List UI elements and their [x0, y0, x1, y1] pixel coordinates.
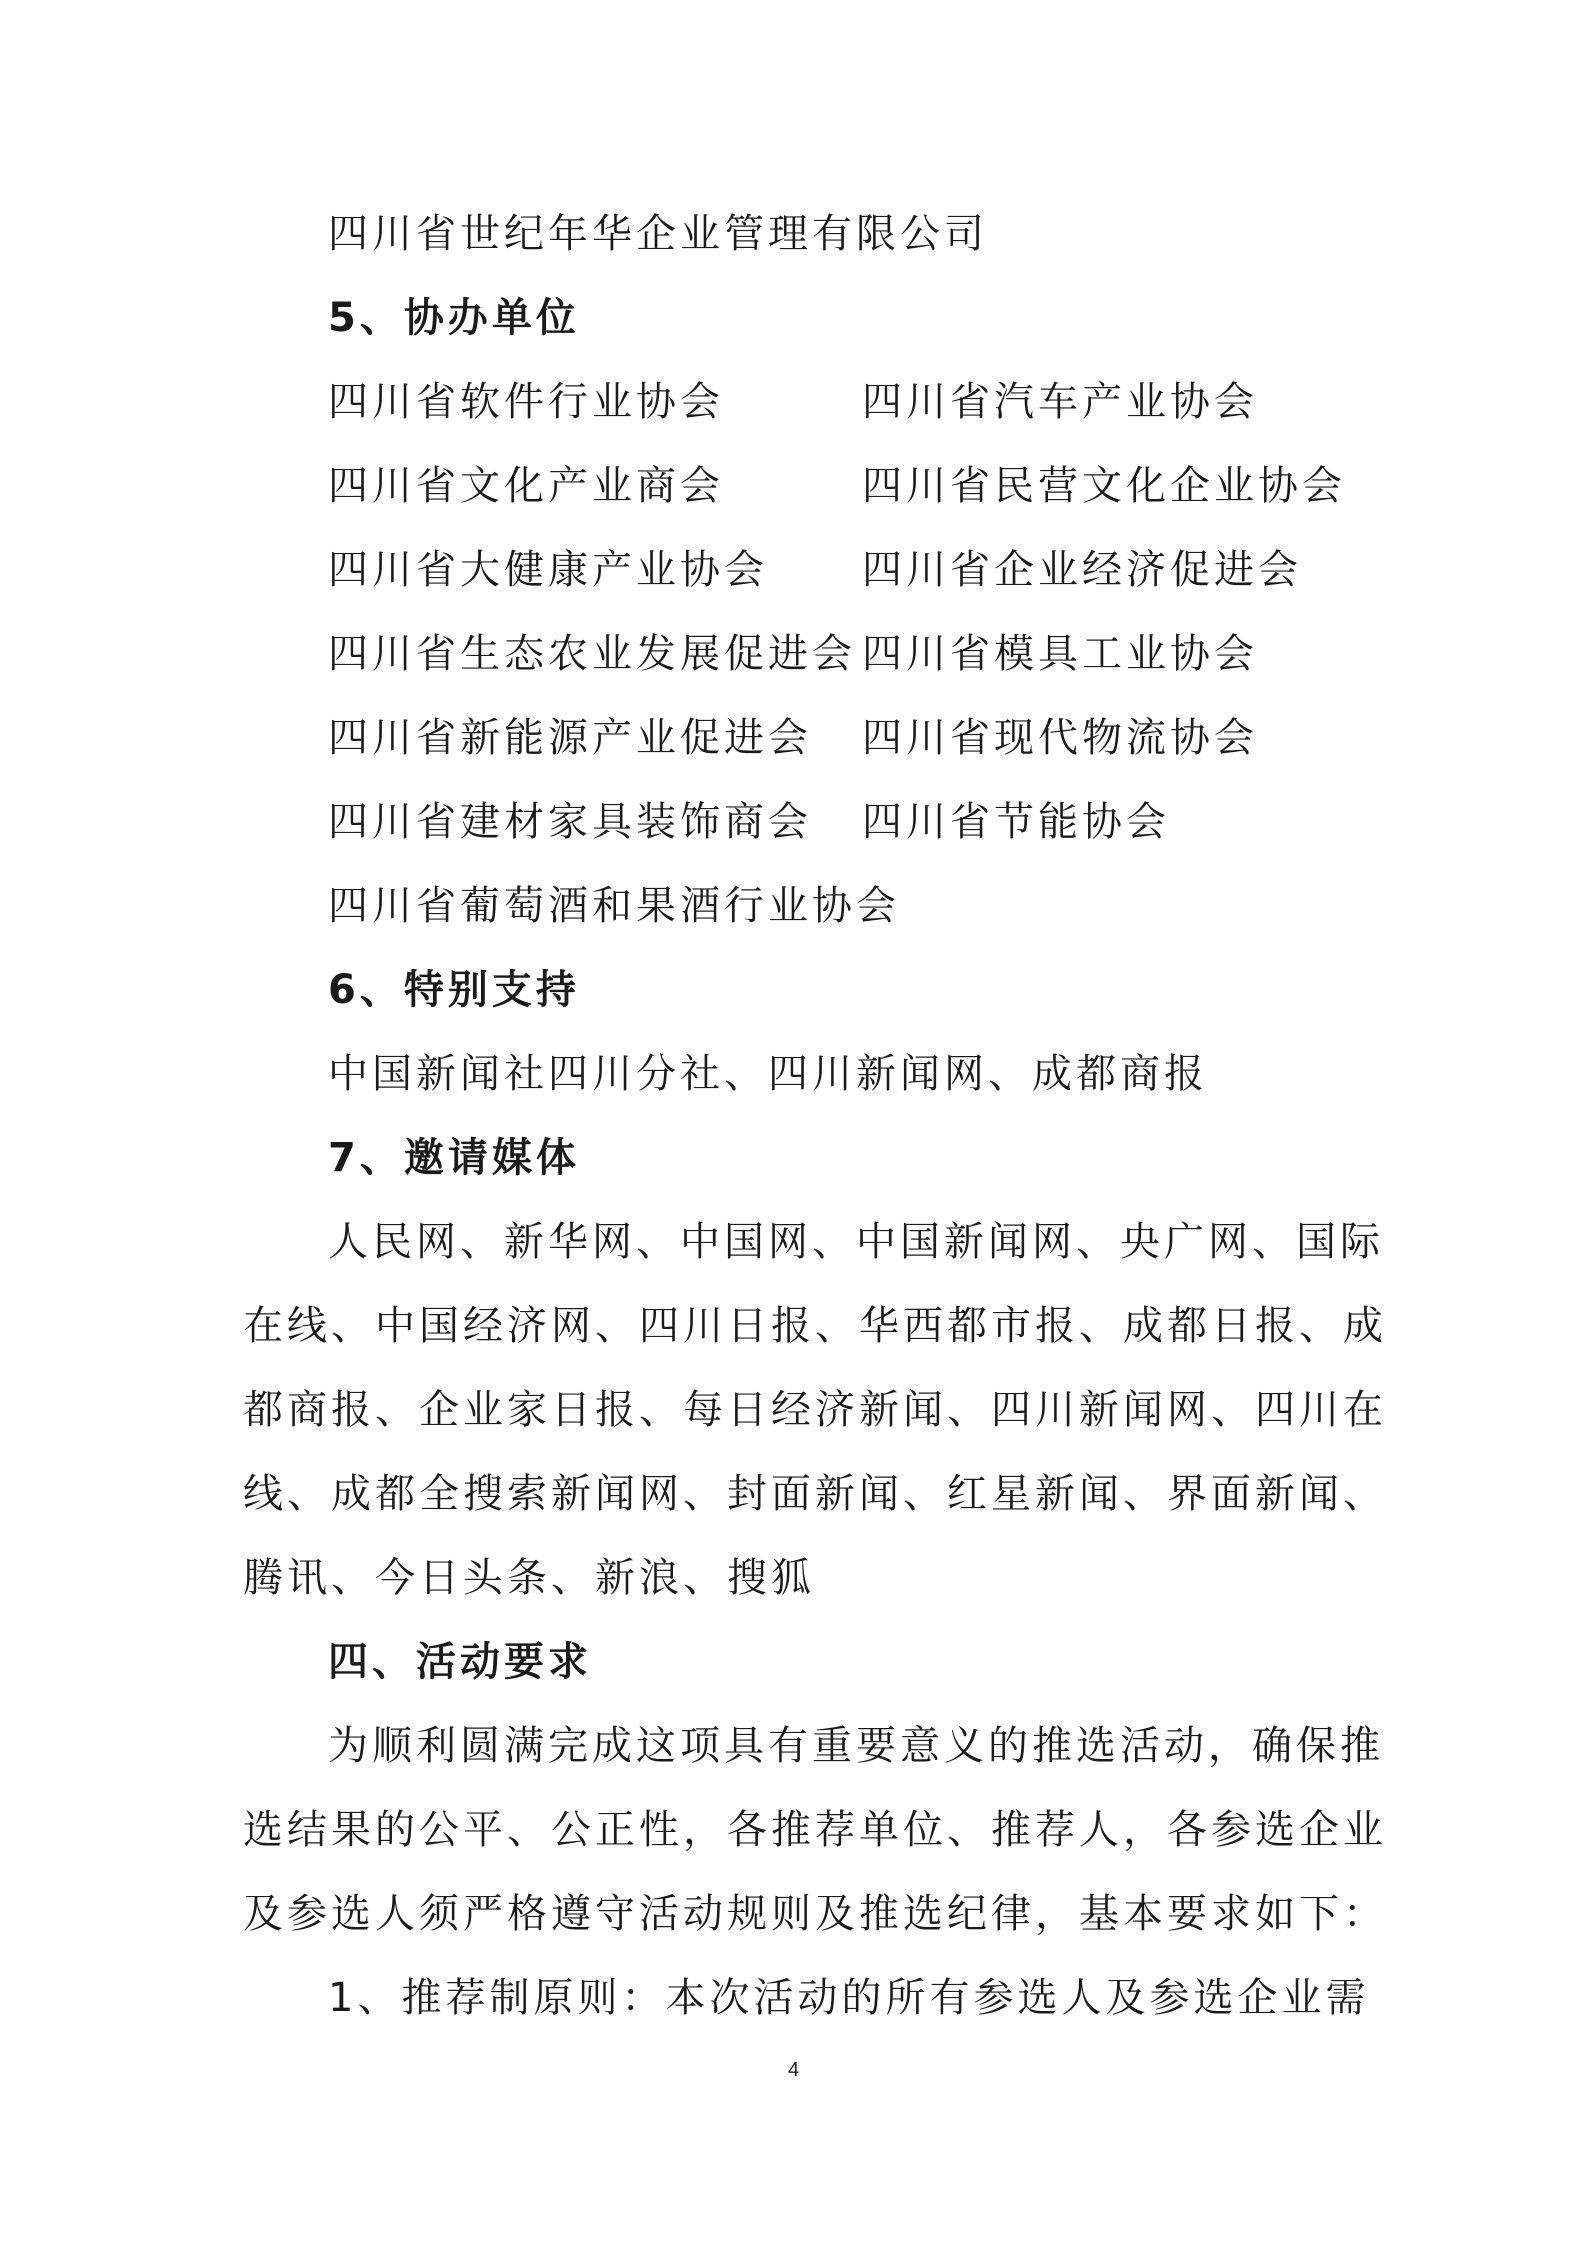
- special-support-text: 中国新闻社四川分社、四川新闻网、成都商报: [328, 1051, 1208, 1097]
- rule-1-line: 1、推荐制原则：本次活动的所有参选人及参选企业需: [328, 1975, 1370, 2021]
- media-paragraph-line: 都商报、企业家日报、每日经济新闻、四川新闻网、四川在: [243, 1387, 1387, 1433]
- requirements-paragraph-line: 为顺利圆满完成这项具有重要意义的推选活动，确保推: [328, 1723, 1384, 1769]
- co-organizer-item: 四川省软件行业协会: [328, 379, 724, 425]
- co-organizer-item: 四川省民营文化企业协会: [862, 463, 1346, 509]
- section-heading-special-support: 6、特别支持: [328, 967, 580, 1013]
- co-organizer-item: 四川省节能协会: [862, 799, 1170, 845]
- media-paragraph-line: 在线、中国经济网、四川日报、华西都市报、成都日报、成: [243, 1303, 1387, 1349]
- co-organizer-item: 四川省葡萄酒和果酒行业协会: [328, 883, 900, 929]
- co-organizer-item: 四川省模具工业协会: [862, 631, 1258, 677]
- co-organizer-item: 四川省汽车产业协会: [862, 379, 1258, 425]
- co-organizer-item: 四川省文化产业商会: [328, 463, 724, 509]
- co-organizer-item: 四川省企业经济促进会: [862, 547, 1302, 593]
- co-organizer-item: 四川省生态农业发展促进会: [328, 631, 856, 677]
- section-heading-activity-requirements: 四、活动要求: [328, 1639, 592, 1685]
- requirements-paragraph-line: 及参选人须严格遵守活动规则及推选纪律，基本要求如下：: [243, 1891, 1387, 1937]
- requirements-paragraph-line: 选结果的公平、公正性，各推荐单位、推荐人，各参选企业: [243, 1807, 1387, 1853]
- co-organizer-item: 四川省建材家具装饰商会: [328, 799, 812, 845]
- co-organizer-item: 四川省大健康产业协会: [328, 547, 768, 593]
- section-heading-co-organizers: 5、协办单位: [328, 295, 580, 341]
- media-paragraph-line: 线、成都全搜索新闻网、封面新闻、红星新闻、界面新闻、: [243, 1471, 1387, 1517]
- media-paragraph-line: 腾讯、今日头条、新浪、搜狐: [243, 1555, 815, 1601]
- organizer-line: 四川省世纪年华企业管理有限公司: [328, 211, 988, 257]
- page-number: 4: [787, 2059, 800, 2081]
- media-paragraph-line: 人民网、新华网、中国网、中国新闻网、央广网、国际: [328, 1219, 1384, 1265]
- co-organizer-item: 四川省现代物流协会: [862, 715, 1258, 761]
- section-heading-invited-media: 7、邀请媒体: [328, 1135, 580, 1181]
- co-organizer-item: 四川省新能源产业促进会: [328, 715, 812, 761]
